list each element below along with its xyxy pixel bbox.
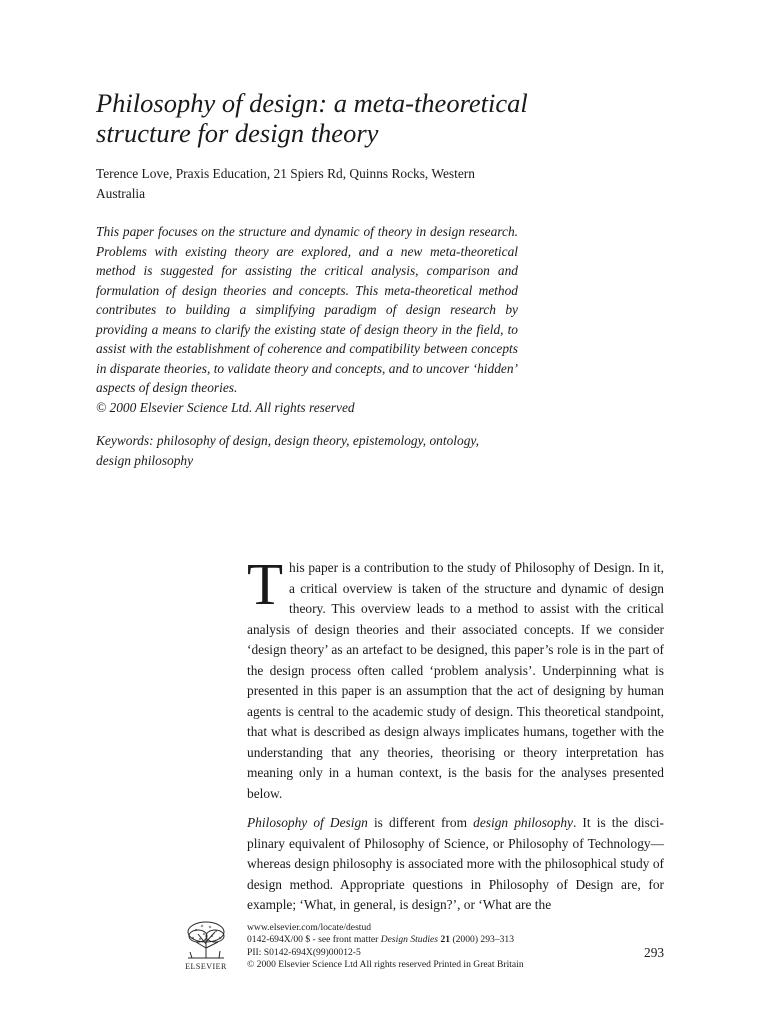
pii-line: PII: S0142-694X(99)00012-5 (247, 946, 361, 958)
term-design-philosophy: design philosophy (473, 815, 573, 830)
author-affiliation: Terence Love, Praxis Education, 21 Spiers Rd, Quinns Rocks, Western Australia (96, 166, 475, 201)
body-paragraph-2 (247, 813, 664, 916)
abstract (96, 222, 518, 417)
footer-copyright: © 2000 Elsevier Science Ltd All rights reserved Printed in Great Britain (247, 959, 524, 971)
abstract-copyright: © 2000 Elsevier Science Ltd. All rights reserved (96, 399, 355, 415)
issue-pages: (2000) 293–313 (450, 934, 514, 946)
journal-footer (247, 922, 587, 972)
paper-title: Philosophy of design: a meta-theoretical structure for design theory (96, 88, 528, 148)
term-philosophy-of-design: Philosophy of Design (247, 815, 368, 830)
journal-name: Design Studies (380, 934, 439, 946)
elsevier-logo-text: ELSEVIER (185, 962, 227, 971)
journal-volume: 21 (440, 934, 451, 946)
drop-cap: T (247, 551, 284, 617)
paragraph-2-text-b: . It is the disciplinary equivalent of Philosophy of Science, or Philosophy of Technology—whereas design philosophy is associated more with the philosophical study of design method. Appropriate questions in Philosophy of Design are, for example; ‘What, in general, is design?’, or ‘What are the (247, 815, 664, 912)
issn-prefix: 0142-694X/00 $ - see front matter (247, 934, 381, 946)
body-paragraph-1 (247, 551, 664, 804)
page-number: 293 (644, 945, 665, 960)
paragraph-2-text-a: is different from (367, 815, 474, 830)
keywords: Keywords: philosophy of design, design theory, epistemology, ontology, design philosophy (96, 433, 479, 468)
paragraph-1-text: his paper is a contribution to the study of Philosophy of Design. In it, a critical overview is taken of the structure and dynamic of design theory. This overview leads to a method to assist with the critical analysis of design theories and their associated concepts. If we consider ‘design theory’ as an artefact to be designed, this paper’s role is in the part of the design process often called ‘problem analysis’. Underpinning what is presented in this paper is an assumption that the act of designing by human agents is central to the academic study of design. This theoretical standpoint, that what is described as design always implicates humans, together with the understanding that any theories, theorising or theory interpretation has meaning only in a human context, is the basis for the analyses presented below. (247, 560, 664, 801)
journal-url: www.elsevier.com/locate/destud (247, 922, 372, 933)
issn-line (247, 934, 587, 946)
abstract-text: This paper focuses on the structure and dynamic of theory in design research. Problems with existing theory are explored, and a new meta-theoretical method is suggested for assisting the critical analysis, comparison and formulation of design theories and concepts. This meta-theoretical method contributes to building a simplifying paradigm of design research by providing a means to clarify the existing state of design theory in the field, to assist with the establishment of coherence and compatibility between concepts in disparate theories, to validate theory and concepts, and to uncover ‘hidden’ aspects of design theories. (96, 224, 518, 395)
